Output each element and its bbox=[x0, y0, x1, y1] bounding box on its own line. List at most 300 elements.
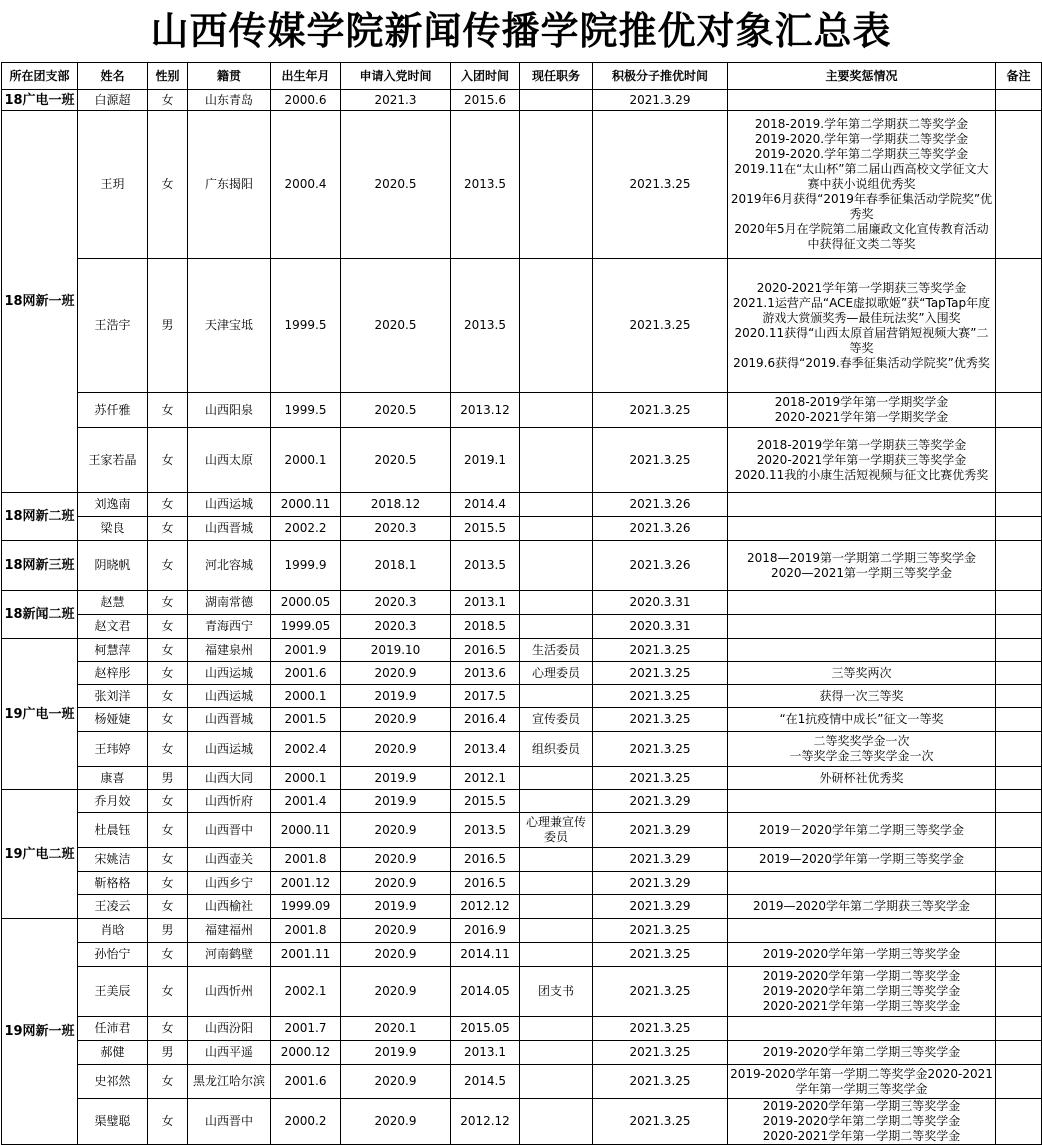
cell-position bbox=[520, 517, 593, 541]
cell-position bbox=[520, 259, 593, 393]
cell-awards: 2018—2019第一学期第二学期三等奖学金 2020—2021第一学期三等奖学金 bbox=[728, 541, 996, 591]
cell-party-apply: 2020.9 bbox=[341, 732, 451, 767]
table-row bbox=[2, 1041, 1042, 1065]
cell-origin: 山东青岛 bbox=[188, 90, 271, 111]
cell-birth: 1999.5 bbox=[271, 259, 341, 393]
header-awards: 主要奖惩情况 bbox=[728, 63, 996, 90]
table-row bbox=[2, 732, 1042, 767]
cell-league-join: 2015.05 bbox=[451, 1017, 520, 1041]
table-row bbox=[2, 428, 1042, 493]
table-header-row bbox=[2, 63, 1042, 90]
cell-recommend-date: 2021.3.29 bbox=[593, 895, 728, 919]
cell-origin: 山西忻府 bbox=[188, 790, 271, 813]
cell-name: 阴晓帆 bbox=[78, 541, 148, 591]
cell-awards bbox=[728, 90, 996, 111]
cell-party-apply: 2020.9 bbox=[341, 967, 451, 1017]
cell-recommend-date: 2021.3.29 bbox=[593, 848, 728, 872]
table-row bbox=[2, 813, 1042, 848]
page-title: 山西传媒学院新闻传播学院推优对象汇总表 bbox=[150, 9, 892, 53]
cell-awards: 2019—2020学年第一学期三等奖学金 bbox=[728, 848, 996, 872]
header-position: 现任职务 bbox=[520, 63, 593, 90]
cell-origin: 湖南常德 bbox=[188, 591, 271, 615]
cell-party-apply: 2020.9 bbox=[341, 848, 451, 872]
cell-branch: 19广电二班 bbox=[2, 790, 78, 919]
cell-gender: 女 bbox=[148, 813, 188, 848]
table-row bbox=[2, 872, 1042, 895]
cell-party-apply: 2020.9 bbox=[341, 1099, 451, 1145]
cell-name: 杨娅婕 bbox=[78, 708, 148, 732]
cell-awards: 2018-2019学年第一学期获三等奖学金 2020-2021学年第一学期获三等奖学金 2020.11我的小康生活短视频与征文比赛优秀奖 bbox=[728, 428, 996, 493]
cell-gender: 女 bbox=[148, 943, 188, 967]
cell-note bbox=[996, 493, 1042, 517]
cell-birth: 2000.1 bbox=[271, 767, 341, 790]
cell-gender: 女 bbox=[148, 541, 188, 591]
cell-origin: 山西大同 bbox=[188, 767, 271, 790]
cell-position bbox=[520, 111, 593, 259]
cell-position bbox=[520, 90, 593, 111]
cell-party-apply: 2020.3 bbox=[341, 615, 451, 639]
cell-league-join: 2019.1 bbox=[451, 428, 520, 493]
cell-birth: 2000.11 bbox=[271, 493, 341, 517]
cell-origin: 山西运城 bbox=[188, 685, 271, 708]
cell-birth: 2001.4 bbox=[271, 790, 341, 813]
cell-name: 王玥 bbox=[78, 111, 148, 259]
cell-note bbox=[996, 895, 1042, 919]
cell-name: 肖晗 bbox=[78, 919, 148, 943]
table-row bbox=[2, 1017, 1042, 1041]
cell-origin: 山西平遥 bbox=[188, 1041, 271, 1065]
cell-name: 康喜 bbox=[78, 767, 148, 790]
cell-gender: 女 bbox=[148, 967, 188, 1017]
cell-note bbox=[996, 541, 1042, 591]
cell-position bbox=[520, 895, 593, 919]
cell-origin: 山西晋城 bbox=[188, 708, 271, 732]
cell-party-apply: 2019.9 bbox=[341, 790, 451, 813]
cell-recommend-date: 2021.3.29 bbox=[593, 813, 728, 848]
cell-gender: 女 bbox=[148, 591, 188, 615]
cell-awards: 2018-2019学年第一学期奖学金 2020-2021学年第一学期奖学金 bbox=[728, 393, 996, 428]
cell-party-apply: 2018.12 bbox=[341, 493, 451, 517]
cell-awards: 获得一次三等奖 bbox=[728, 685, 996, 708]
header-origin: 籍贯 bbox=[188, 63, 271, 90]
cell-name: 苏仟雅 bbox=[78, 393, 148, 428]
cell-branch: 18网新二班 bbox=[2, 493, 78, 541]
table-row bbox=[2, 1099, 1042, 1145]
cell-name: 乔月姣 bbox=[78, 790, 148, 813]
cell-gender: 女 bbox=[148, 1017, 188, 1041]
table-row bbox=[2, 517, 1042, 541]
table-row bbox=[2, 111, 1042, 259]
cell-recommend-date: 2021.3.25 bbox=[593, 639, 728, 662]
cell-name: 渠璧聪 bbox=[78, 1099, 148, 1145]
cell-league-join: 2016.5 bbox=[451, 848, 520, 872]
cell-note bbox=[996, 1065, 1042, 1099]
cell-position bbox=[520, 591, 593, 615]
cell-party-apply: 2019.9 bbox=[341, 1041, 451, 1065]
cell-awards: 2019-2020学年第一学期三等奖学金 2019-2020学年第二学期二等奖学金 2020-2021学年第一学期二等奖学金 bbox=[728, 1099, 996, 1145]
cell-name: 赵慧 bbox=[78, 591, 148, 615]
cell-awards: 2020-2021学年第一学期获三等奖学金 2021.1运营产品“ACE虚拟歌姬”获“TapTap年度游戏大赏颁奖秀—最佳玩法奖”入围奖 2020.11获得“山西太原首届营销短视频大赛”二等奖 2019.6获得“2019.春季征集活动学院奖”优秀奖 bbox=[728, 259, 996, 393]
cell-league-join: 2016.5 bbox=[451, 639, 520, 662]
cell-note bbox=[996, 708, 1042, 732]
cell-league-join: 2013.12 bbox=[451, 393, 520, 428]
cell-note bbox=[996, 615, 1042, 639]
cell-origin: 河南鹤壁 bbox=[188, 943, 271, 967]
cell-position bbox=[520, 872, 593, 895]
cell-recommend-date: 2021.3.25 bbox=[593, 1099, 728, 1145]
cell-recommend-date: 2021.3.25 bbox=[593, 919, 728, 943]
cell-birth: 2001.8 bbox=[271, 919, 341, 943]
cell-awards: 2019-2020学年第一学期二等奖学金2020-2021学年第一学期三等奖学金 bbox=[728, 1065, 996, 1099]
cell-birth: 2001.9 bbox=[271, 639, 341, 662]
cell-gender: 女 bbox=[148, 662, 188, 685]
table-row bbox=[2, 541, 1042, 591]
cell-league-join: 2016.5 bbox=[451, 872, 520, 895]
cell-party-apply: 2019.9 bbox=[341, 685, 451, 708]
cell-league-join: 2014.5 bbox=[451, 1065, 520, 1099]
cell-party-apply: 2020.5 bbox=[341, 393, 451, 428]
cell-league-join: 2012.12 bbox=[451, 895, 520, 919]
cell-birth: 2001.8 bbox=[271, 848, 341, 872]
cell-recommend-date: 2021.3.25 bbox=[593, 1041, 728, 1065]
cell-league-join: 2014.4 bbox=[451, 493, 520, 517]
cell-name: 刘逸南 bbox=[78, 493, 148, 517]
cell-name: 赵文君 bbox=[78, 615, 148, 639]
header-league-join: 入团时间 bbox=[451, 63, 520, 90]
cell-party-apply: 2019.9 bbox=[341, 767, 451, 790]
cell-position bbox=[520, 393, 593, 428]
cell-gender: 女 bbox=[148, 685, 188, 708]
cell-gender: 女 bbox=[148, 639, 188, 662]
cell-awards bbox=[728, 639, 996, 662]
cell-league-join: 2013.1 bbox=[451, 1041, 520, 1065]
cell-origin: 天津宝坻 bbox=[188, 259, 271, 393]
cell-recommend-date: 2021.3.25 bbox=[593, 111, 728, 259]
table-row bbox=[2, 848, 1042, 872]
cell-note bbox=[996, 259, 1042, 393]
cell-awards bbox=[728, 591, 996, 615]
recommendation-table bbox=[1, 62, 1042, 1145]
header-branch: 所在团支部 bbox=[2, 63, 78, 90]
cell-gender: 女 bbox=[148, 848, 188, 872]
cell-birth: 2001.5 bbox=[271, 708, 341, 732]
cell-name: 柯慧萍 bbox=[78, 639, 148, 662]
cell-recommend-date: 2021.3.25 bbox=[593, 967, 728, 1017]
cell-league-join: 2013.4 bbox=[451, 732, 520, 767]
cell-party-apply: 2020.3 bbox=[341, 591, 451, 615]
cell-note bbox=[996, 967, 1042, 1017]
cell-gender: 女 bbox=[148, 90, 188, 111]
cell-note bbox=[996, 848, 1042, 872]
cell-recommend-date: 2021.3.29 bbox=[593, 790, 728, 813]
cell-party-apply: 2020.9 bbox=[341, 708, 451, 732]
cell-party-apply: 2020.3 bbox=[341, 517, 451, 541]
cell-birth: 2000.6 bbox=[271, 90, 341, 111]
cell-league-join: 2015.5 bbox=[451, 790, 520, 813]
cell-party-apply: 2020.9 bbox=[341, 1065, 451, 1099]
cell-recommend-date: 2021.3.26 bbox=[593, 541, 728, 591]
table-row bbox=[2, 1065, 1042, 1099]
cell-branch: 19网新一班 bbox=[2, 919, 78, 1145]
cell-position bbox=[520, 1099, 593, 1145]
cell-origin: 广东揭阳 bbox=[188, 111, 271, 259]
cell-awards bbox=[728, 517, 996, 541]
cell-note bbox=[996, 90, 1042, 111]
cell-name: 宋姚洁 bbox=[78, 848, 148, 872]
cell-birth: 1999.09 bbox=[271, 895, 341, 919]
cell-origin: 山西忻州 bbox=[188, 967, 271, 1017]
cell-position bbox=[520, 943, 593, 967]
cell-party-apply: 2019.9 bbox=[341, 895, 451, 919]
cell-gender: 男 bbox=[148, 919, 188, 943]
cell-awards: 2019—2020学年第二学期获三等奖学金 bbox=[728, 895, 996, 919]
header-recommend-date: 积极分子推优时间 bbox=[593, 63, 728, 90]
cell-league-join: 2015.5 bbox=[451, 517, 520, 541]
cell-origin: 山西运城 bbox=[188, 732, 271, 767]
cell-birth: 2000.11 bbox=[271, 813, 341, 848]
cell-gender: 男 bbox=[148, 259, 188, 393]
table-row bbox=[2, 493, 1042, 517]
cell-name: 郝健 bbox=[78, 1041, 148, 1065]
cell-awards: 2019-2020学年第一学期三等奖学金 bbox=[728, 943, 996, 967]
cell-note bbox=[996, 639, 1042, 662]
cell-origin: 福建福州 bbox=[188, 919, 271, 943]
cell-origin: 山西晋中 bbox=[188, 1099, 271, 1145]
cell-name: 靳格格 bbox=[78, 872, 148, 895]
cell-name: 梁良 bbox=[78, 517, 148, 541]
cell-party-apply: 2020.9 bbox=[341, 813, 451, 848]
cell-position: 团支书 bbox=[520, 967, 593, 1017]
table-row bbox=[2, 919, 1042, 943]
cell-awards bbox=[728, 615, 996, 639]
cell-league-join: 2013.5 bbox=[451, 813, 520, 848]
cell-league-join: 2016.4 bbox=[451, 708, 520, 732]
cell-name: 杜晨钰 bbox=[78, 813, 148, 848]
cell-origin: 福建泉州 bbox=[188, 639, 271, 662]
cell-name: 王家若晶 bbox=[78, 428, 148, 493]
cell-origin: 山西太原 bbox=[188, 428, 271, 493]
cell-party-apply: 2018.1 bbox=[341, 541, 451, 591]
cell-league-join: 2012.12 bbox=[451, 1099, 520, 1145]
cell-origin: 山西汾阳 bbox=[188, 1017, 271, 1041]
cell-gender: 男 bbox=[148, 1041, 188, 1065]
cell-position bbox=[520, 1041, 593, 1065]
cell-awards bbox=[728, 493, 996, 517]
cell-birth: 2001.6 bbox=[271, 1065, 341, 1099]
cell-recommend-date: 2021.3.25 bbox=[593, 662, 728, 685]
table-row bbox=[2, 639, 1042, 662]
cell-gender: 男 bbox=[148, 767, 188, 790]
table-row bbox=[2, 393, 1042, 428]
cell-note bbox=[996, 1017, 1042, 1041]
cell-branch: 18新闻二班 bbox=[2, 591, 78, 639]
cell-birth: 2000.4 bbox=[271, 111, 341, 259]
cell-note bbox=[996, 872, 1042, 895]
cell-recommend-date: 2021.3.25 bbox=[593, 393, 728, 428]
cell-name: 白源超 bbox=[78, 90, 148, 111]
cell-origin: 山西榆社 bbox=[188, 895, 271, 919]
cell-recommend-date: 2020.3.31 bbox=[593, 615, 728, 639]
cell-origin: 山西晋中 bbox=[188, 813, 271, 848]
header-note: 备注 bbox=[996, 63, 1042, 90]
cell-league-join: 2013.5 bbox=[451, 111, 520, 259]
cell-recommend-date: 2021.3.26 bbox=[593, 493, 728, 517]
cell-note bbox=[996, 517, 1042, 541]
cell-party-apply: 2020.9 bbox=[341, 662, 451, 685]
cell-name: 孙怡宁 bbox=[78, 943, 148, 967]
table-row bbox=[2, 967, 1042, 1017]
cell-awards: 2019－2020学年第二学期三等奖学金 bbox=[728, 813, 996, 848]
cell-note bbox=[996, 732, 1042, 767]
cell-position bbox=[520, 848, 593, 872]
cell-league-join: 2016.9 bbox=[451, 919, 520, 943]
cell-origin: 山西运城 bbox=[188, 493, 271, 517]
cell-name: 王美辰 bbox=[78, 967, 148, 1017]
cell-position bbox=[520, 767, 593, 790]
cell-note bbox=[996, 1099, 1042, 1145]
cell-recommend-date: 2021.3.29 bbox=[593, 872, 728, 895]
cell-recommend-date: 2021.3.25 bbox=[593, 732, 728, 767]
cell-gender: 女 bbox=[148, 1099, 188, 1145]
cell-awards: 2019-2020学年第二学期三等奖学金 bbox=[728, 1041, 996, 1065]
cell-birth: 1999.05 bbox=[271, 615, 341, 639]
cell-name: 王玮婷 bbox=[78, 732, 148, 767]
cell-name: 王凌云 bbox=[78, 895, 148, 919]
cell-note bbox=[996, 767, 1042, 790]
cell-birth: 2001.7 bbox=[271, 1017, 341, 1041]
cell-party-apply: 2020.5 bbox=[341, 259, 451, 393]
cell-party-apply: 2021.3 bbox=[341, 90, 451, 111]
cell-birth: 2000.12 bbox=[271, 1041, 341, 1065]
cell-party-apply: 2020.5 bbox=[341, 111, 451, 259]
cell-position: 心理委员 bbox=[520, 662, 593, 685]
cell-gender: 女 bbox=[148, 732, 188, 767]
cell-awards bbox=[728, 1017, 996, 1041]
cell-recommend-date: 2021.3.25 bbox=[593, 943, 728, 967]
cell-note bbox=[996, 428, 1042, 493]
cell-gender: 女 bbox=[148, 872, 188, 895]
header-name: 姓名 bbox=[78, 63, 148, 90]
table-row bbox=[2, 615, 1042, 639]
cell-position bbox=[520, 615, 593, 639]
cell-recommend-date: 2021.3.25 bbox=[593, 685, 728, 708]
cell-recommend-date: 2021.3.26 bbox=[593, 517, 728, 541]
cell-birth: 2002.4 bbox=[271, 732, 341, 767]
cell-note bbox=[996, 943, 1042, 967]
cell-birth: 1999.5 bbox=[271, 393, 341, 428]
cell-party-apply: 2020.9 bbox=[341, 919, 451, 943]
table-row bbox=[2, 259, 1042, 393]
cell-recommend-date: 2021.3.29 bbox=[593, 90, 728, 111]
cell-gender: 女 bbox=[148, 790, 188, 813]
cell-league-join: 2012.1 bbox=[451, 767, 520, 790]
cell-gender: 女 bbox=[148, 111, 188, 259]
cell-position bbox=[520, 1017, 593, 1041]
cell-recommend-date: 2021.3.25 bbox=[593, 1065, 728, 1099]
cell-position bbox=[520, 541, 593, 591]
cell-birth: 2000.1 bbox=[271, 428, 341, 493]
cell-recommend-date: 2021.3.25 bbox=[593, 1017, 728, 1041]
cell-note bbox=[996, 393, 1042, 428]
cell-gender: 女 bbox=[148, 895, 188, 919]
cell-league-join: 2014.11 bbox=[451, 943, 520, 967]
cell-position: 心理兼宣传委员 bbox=[520, 813, 593, 848]
cell-birth: 2000.1 bbox=[271, 685, 341, 708]
cell-league-join: 2013.6 bbox=[451, 662, 520, 685]
table-row bbox=[2, 662, 1042, 685]
table-row bbox=[2, 591, 1042, 615]
cell-awards: 外研杯社优秀奖 bbox=[728, 767, 996, 790]
cell-league-join: 2017.5 bbox=[451, 685, 520, 708]
cell-birth: 2000.05 bbox=[271, 591, 341, 615]
cell-origin: 青海西宁 bbox=[188, 615, 271, 639]
cell-awards: “在1抗疫情中成长”征文一等奖 bbox=[728, 708, 996, 732]
cell-league-join: 2013.5 bbox=[451, 259, 520, 393]
cell-branch: 19广电一班 bbox=[2, 639, 78, 790]
cell-league-join: 2018.5 bbox=[451, 615, 520, 639]
header-birth: 出生年月 bbox=[271, 63, 341, 90]
cell-recommend-date: 2021.3.25 bbox=[593, 259, 728, 393]
table-row bbox=[2, 685, 1042, 708]
cell-branch: 18网新三班 bbox=[2, 541, 78, 591]
table-row bbox=[2, 943, 1042, 967]
cell-awards: 2018-2019.学年第二学期获二等奖学金 2019-2020.学年第一学期获二等奖学金 2019-2020.学年第二学期获三等奖学金 2019.11在“太山杯”第二届山西高校文学征文大赛中获小说组优秀奖 2019年6月获得“2019年春季征集活动学院奖”优秀奖 2020年5月在学院第二届廉政文化宣传教育活动中获得征文类二等奖 bbox=[728, 111, 996, 259]
cell-gender: 女 bbox=[148, 708, 188, 732]
cell-position bbox=[520, 919, 593, 943]
cell-league-join: 2015.6 bbox=[451, 90, 520, 111]
cell-gender: 女 bbox=[148, 393, 188, 428]
cell-awards: 三等奖两次 bbox=[728, 662, 996, 685]
header-party-apply: 申请入党时间 bbox=[341, 63, 451, 90]
cell-position bbox=[520, 1065, 593, 1099]
cell-branch: 18网新一班 bbox=[2, 111, 78, 493]
header-gender: 性别 bbox=[148, 63, 188, 90]
cell-origin: 河北容城 bbox=[188, 541, 271, 591]
cell-birth: 2001.6 bbox=[271, 662, 341, 685]
cell-gender: 女 bbox=[148, 1065, 188, 1099]
cell-awards: 二等奖奖学金一次 一等奖学金三等奖学金一次 bbox=[728, 732, 996, 767]
cell-name: 史祁然 bbox=[78, 1065, 148, 1099]
cell-awards bbox=[728, 872, 996, 895]
cell-position: 生活委员 bbox=[520, 639, 593, 662]
cell-branch: 18广电一班 bbox=[2, 90, 78, 111]
cell-birth: 2001.11 bbox=[271, 943, 341, 967]
cell-note bbox=[996, 111, 1042, 259]
cell-note bbox=[996, 919, 1042, 943]
cell-party-apply: 2020.1 bbox=[341, 1017, 451, 1041]
cell-origin: 山西壶关 bbox=[188, 848, 271, 872]
cell-note bbox=[996, 813, 1042, 848]
cell-birth: 2002.1 bbox=[271, 967, 341, 1017]
cell-origin: 山西晋城 bbox=[188, 517, 271, 541]
cell-awards bbox=[728, 919, 996, 943]
cell-origin: 山西乡宁 bbox=[188, 872, 271, 895]
cell-party-apply: 2020.9 bbox=[341, 872, 451, 895]
cell-gender: 女 bbox=[148, 493, 188, 517]
cell-position bbox=[520, 493, 593, 517]
cell-name: 王浩宇 bbox=[78, 259, 148, 393]
table-row bbox=[2, 790, 1042, 813]
cell-awards: 2019-2020学年第一学期二等奖学金 2019-2020学年第二学期三等奖学金 2020-2021学年第一学期三等奖学金 bbox=[728, 967, 996, 1017]
cell-note bbox=[996, 685, 1042, 708]
cell-league-join: 2013.1 bbox=[451, 591, 520, 615]
cell-league-join: 2013.5 bbox=[451, 541, 520, 591]
table-row bbox=[2, 767, 1042, 790]
cell-party-apply: 2019.10 bbox=[341, 639, 451, 662]
cell-origin: 山西运城 bbox=[188, 662, 271, 685]
cell-gender: 女 bbox=[148, 428, 188, 493]
cell-recommend-date: 2021.3.25 bbox=[593, 767, 728, 790]
